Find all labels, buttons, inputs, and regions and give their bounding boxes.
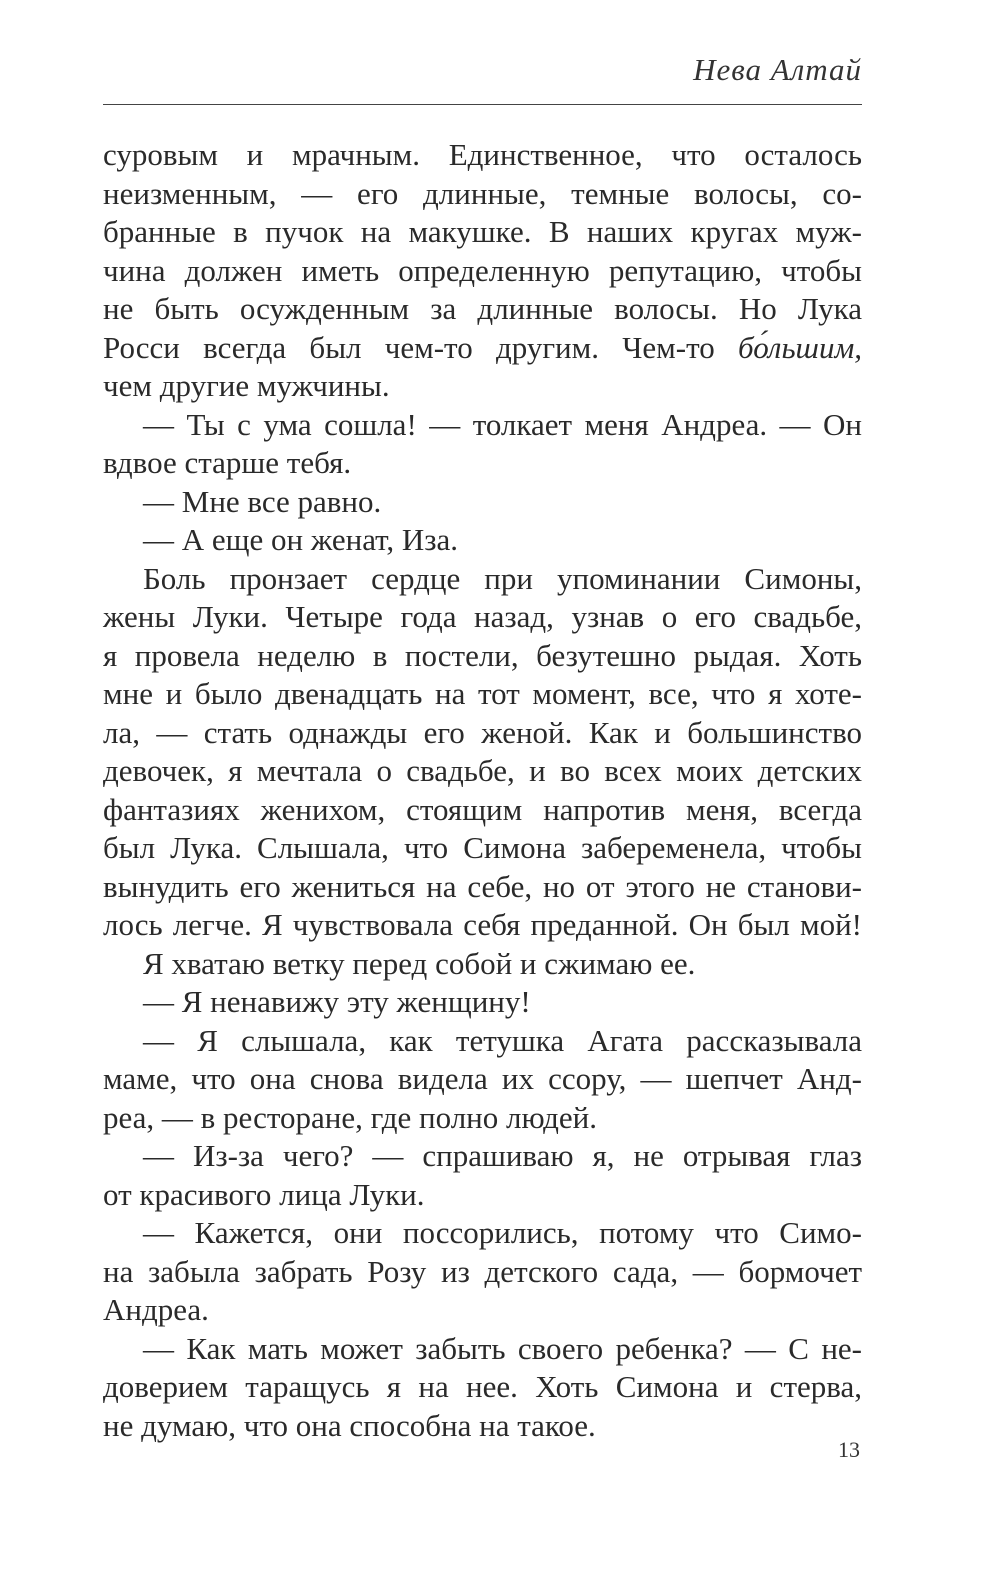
text-line: чем другие мужчины. — [103, 368, 390, 403]
text-line: я провела неделю в постели, безутешно рыдая. Хоть — [103, 637, 862, 673]
text-line: — Я ненавижу эту женщину! — [143, 984, 531, 1019]
text-line: реа, — в ресторане, где полно людей. — [103, 1099, 597, 1135]
text-line: — Из-за чего? — спрашиваю я, не отрывая глаз — [143, 1138, 862, 1173]
text-line: лось легче. Я чувствовала себя преданной. Он был мой! — [103, 907, 862, 942]
text-line: ла, — стать однажды его женой. Как и большинство — [103, 714, 862, 750]
text-line: маме, что она снова видела их ссору, — шепчет Анд- — [103, 1061, 862, 1096]
body-text — [103, 136, 862, 1445]
header-rule — [103, 104, 862, 105]
text-line: чина должен иметь определенную репутацию, чтобы — [103, 252, 862, 288]
text-line: был Лука. Слышала, что Симона забеременела, чтобы — [103, 830, 862, 865]
text-line: — Мне все равно. — [143, 483, 382, 519]
emphasized-word: бо́льшим, — [738, 329, 862, 365]
text-line: бранные в пучок на макушке. В наших кругах муж- — [103, 214, 862, 249]
text-line: Андреа. — [103, 1292, 209, 1327]
text-line: Боль пронзает сердце при упоминании Симоны, — [143, 560, 862, 596]
text-line: девочек, я мечтала о свадьбе, и во всех моих детских — [103, 753, 862, 788]
text-line: не быть осужденным за длинные волосы. Но Лука — [103, 291, 862, 326]
text-line: Я хватаю ветку перед собой и сжимаю ее. — [143, 945, 696, 981]
text-line: — Ты с ума сошла! — толкает меня Андреа. — Он — [143, 406, 862, 442]
running-head-author: Нева Алтай — [693, 52, 862, 87]
text-line: не думаю, что она способна на такое. — [103, 1407, 596, 1443]
text-line: фантазиях женихом, стоящим напротив меня, всегда — [103, 791, 862, 827]
text-line: — Кажется, они поссорились, потому что Симо- — [143, 1215, 862, 1250]
text-line: суровым и мрачным. Единственное, что осталось — [103, 137, 862, 172]
text-line: доверием таращусь я на нее. Хоть Симона и стерва, — [103, 1369, 862, 1404]
page-number: 13 — [838, 1437, 860, 1462]
text-line: — А еще он женат, Иза. — [143, 522, 459, 557]
text-line: на забыла забрать Розу из детского сада, — бормочет — [103, 1253, 862, 1289]
text-line: вдвое старше тебя. — [103, 445, 352, 480]
text-line: мне и было двенадцать на тот момент, все, что я хоте- — [103, 676, 862, 711]
text-line-with-emphasis — [103, 329, 862, 368]
text-line: жены Луки. Четыре года назад, узнав о его свадьбе, — [103, 599, 862, 634]
text-line: — Я слышала, как тетушка Агата рассказывала — [143, 1022, 862, 1058]
text-run: Росси всегда был чем-то другим. Чем-то — [103, 329, 739, 365]
text-line: неизменным, — его длинные, темные волосы, со- — [103, 175, 862, 211]
text-line: — Как мать может забыть своего ребенка? — С не- — [143, 1330, 862, 1366]
text-line: от красивого лица Луки. — [103, 1176, 425, 1212]
text-line: вынудить его жениться на себе, но от этого не станови- — [103, 868, 862, 904]
